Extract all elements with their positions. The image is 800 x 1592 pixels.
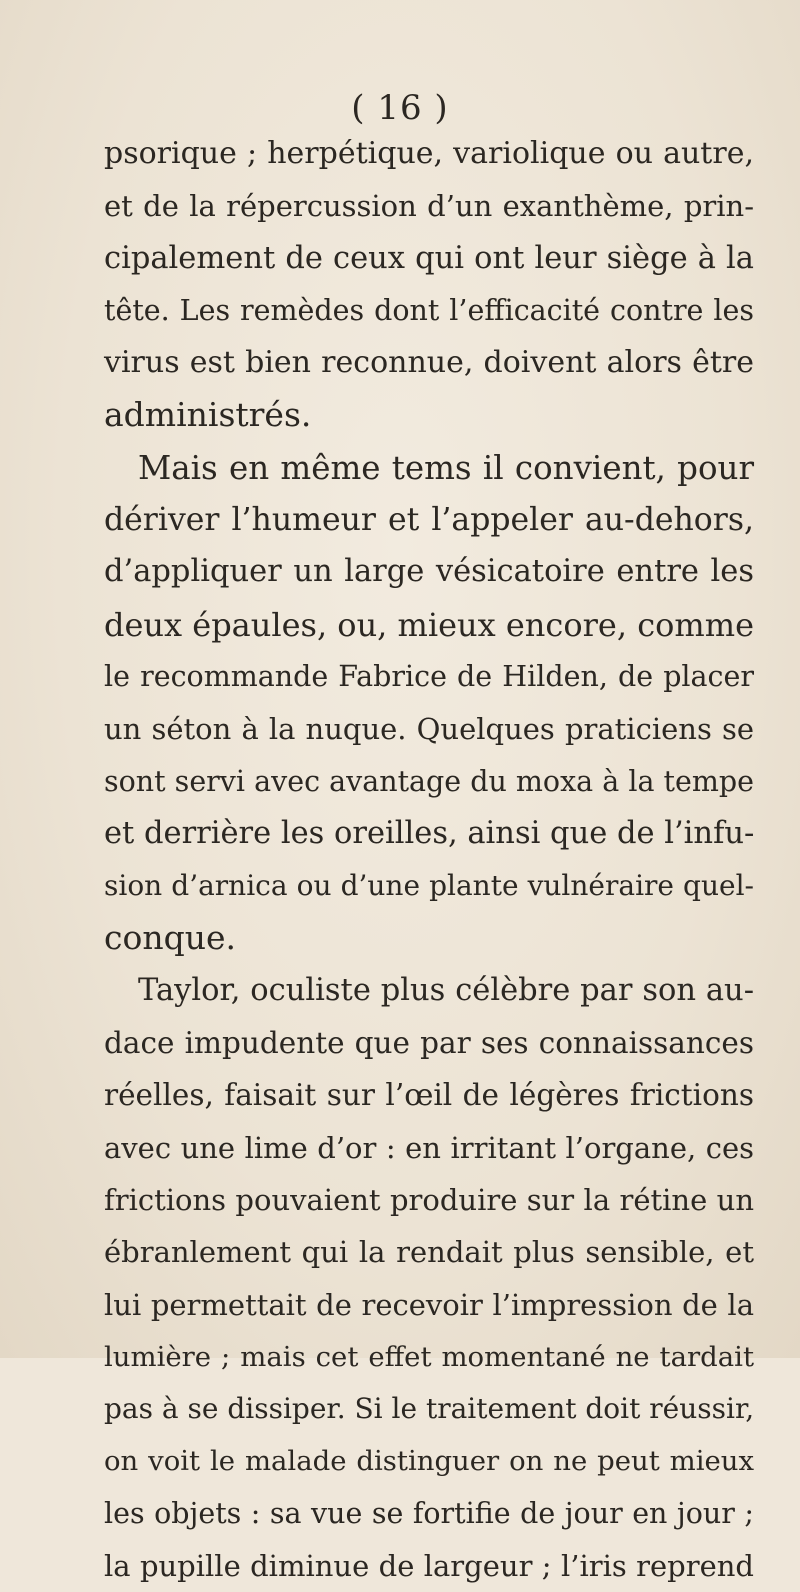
text-line: la pupille diminue de largeur ; l’iris reprend — [104, 1549, 754, 1584]
body-text — [104, 128, 754, 1592]
paragraph-start-line: Taylor, oculiste plus célèbre par son au- — [138, 972, 754, 1008]
text-line: et de la répercussion d’un exanthème, prin- — [104, 189, 754, 224]
text-line: et derrière les oreilles, ainsi que de l’infu- — [104, 815, 755, 851]
text-line: conque. — [104, 918, 236, 958]
page-number: ( 16 ) — [351, 88, 449, 128]
text-line: psorique ; herpétique, variolique ou autre, — [104, 136, 754, 171]
text-line: réelles, faisait sur l’œil de légères frictions — [104, 1078, 754, 1113]
text-line: le recommande Fabrice de Hilden, de placer — [104, 659, 754, 693]
text-line: dériver l’humeur et l’appeler au-dehors, — [104, 502, 754, 539]
text-line: lumière ; mais cet effet momentané ne tardait — [104, 1340, 754, 1373]
text-line: cipalement de ceux qui ont leur siège à la — [104, 240, 754, 276]
text-line: sont servi avec avantage du moxa à la tempe — [104, 764, 754, 798]
text-line: deux épaules, ou, mieux encore, comme — [104, 605, 754, 644]
text-line: administrés. — [104, 395, 312, 435]
text-line: virus est bien reconnue, doivent alors être — [104, 345, 754, 381]
text-line: tête. Les remèdes dont l’efficacité contre les — [104, 293, 754, 327]
text-line: les objets : sa vue se fortifie de jour en jour ; — [104, 1496, 754, 1530]
paragraph-start-line: Mais en même tems il convient, pour — [138, 448, 754, 487]
text-line: dace impudente que par ses connaissances — [104, 1026, 754, 1061]
text-line: frictions pouvaient produire sur la rétine un — [104, 1182, 754, 1217]
text-line: pas à se dissiper. Si le traitement doit réussir, — [104, 1392, 755, 1426]
text-line: d’appliquer un large vésicatoire entre les — [104, 554, 754, 590]
text-line: avec une lime d’or : en irritant l’organe, ces — [104, 1130, 754, 1165]
text-line: lui permettait de recevoir l’impression de la — [104, 1287, 754, 1322]
text-line: un séton à la nuque. Quelques praticiens se — [104, 712, 754, 747]
text-line: on voit le malade distinguer on ne peut mieux — [104, 1445, 754, 1478]
text-line: ébranlement qui la rendait plus sensible, et — [104, 1235, 754, 1270]
text-line: sion d’arnica ou d’une plante vulnéraire quel- — [104, 869, 754, 903]
